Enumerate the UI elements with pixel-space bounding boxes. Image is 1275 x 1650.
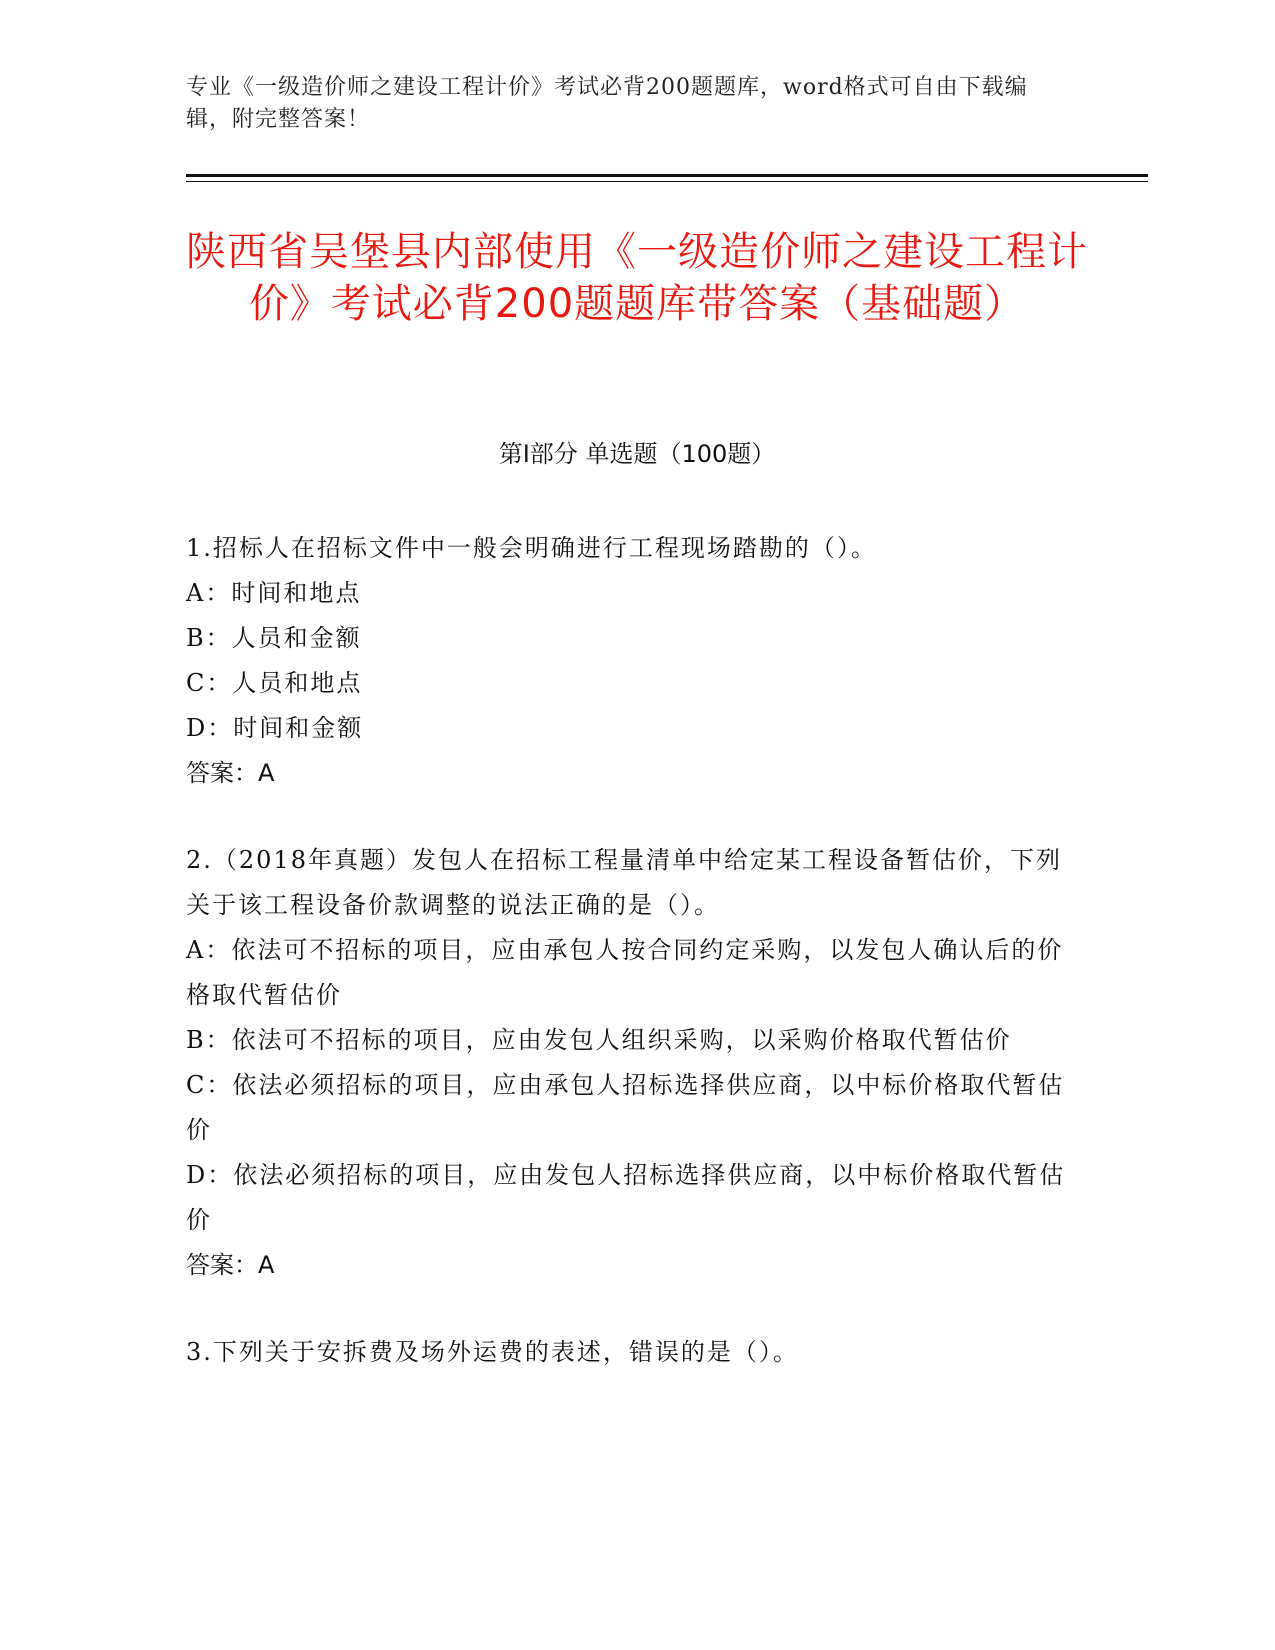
option-c: C：人员和地点 [186, 669, 363, 697]
answer-label: 答案：A [186, 1251, 275, 1279]
answer-label: 答案：A [186, 759, 275, 787]
question-3 [186, 1330, 1066, 1375]
question-1 [186, 526, 1066, 796]
option-a: A：依法可不招标的项目，应由承包人按合同约定采购，以发包人确认后的价格取代暂估价 [186, 936, 1064, 1009]
section-heading: 第Ⅰ部分 单选题（100题） [498, 440, 776, 468]
option-b: B：人员和金额 [186, 624, 362, 652]
question-stem: 1.招标人在招标文件中一般会明确进行工程现场踏勘的（）。 [186, 534, 877, 562]
option-d: D：依法必须招标的项目，应由发包人招标选择供应商，以中标价格取代暂估价 [186, 1161, 1066, 1234]
question-stem: 2.（2018年真题）发包人在招标工程量清单中给定某工程设备暂估价，下列关于该工程设备价款调整的说法正确的是（）。 [186, 846, 1062, 919]
option-d: D：时间和金额 [186, 714, 364, 742]
header-divider-thick [186, 174, 1148, 177]
question-stem: 3.下列关于安拆费及场外运费的表述，错误的是（）。 [186, 1338, 799, 1366]
option-a: A：时间和地点 [186, 579, 362, 607]
document-title: 陕西省吴堡县内部使用《一级造价师之建设工程计价》考试必背200题题库带答案（基础题） [186, 229, 1088, 327]
option-c: C：依法必须招标的项目，应由承包人招标选择供应商，以中标价格取代暂估价 [186, 1071, 1065, 1144]
option-b: B：依法可不招标的项目，应由发包人组织采购，以采购价格取代暂估价 [186, 1026, 1012, 1054]
header-divider-thin [186, 181, 1148, 182]
question-list [186, 526, 1066, 1417]
header-note: 专业《一级造价师之建设工程计价》考试必背200题题库，word格式可自由下载编辑，附完整答案！ [186, 75, 1028, 132]
question-2 [186, 838, 1066, 1288]
